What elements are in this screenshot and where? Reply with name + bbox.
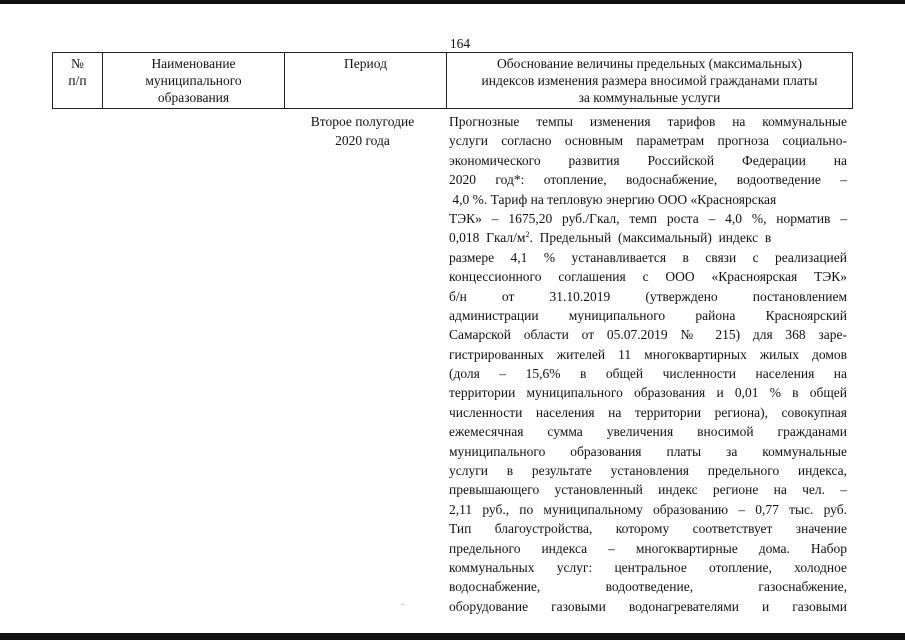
header-cell-basis bbox=[447, 53, 853, 109]
header-cell-period bbox=[285, 53, 447, 109]
text-line: (доля – 15,6% в общей численности населения на bbox=[449, 366, 847, 382]
text-line: экономического развития Российской Федерации на bbox=[449, 152, 847, 168]
text-line: предельного индекса – многоквартирные дома. Набор bbox=[449, 540, 847, 556]
text-line: размере 4,1 % устанавливается в связи с реализацией bbox=[449, 249, 847, 265]
header-period-line: Период bbox=[344, 56, 387, 71]
header-municipality-line: Наименование bbox=[151, 56, 236, 71]
table-header bbox=[52, 52, 853, 109]
header-basis-line: Обоснование величины предельных (максимальных) bbox=[497, 56, 802, 71]
header-cell-municipality bbox=[103, 53, 285, 109]
text-line: превышающего установленный индекс регионе на чел. – bbox=[449, 482, 847, 498]
header-basis-line: за коммунальные услуги bbox=[578, 90, 721, 105]
text-line-with-superscript bbox=[449, 228, 847, 247]
text-line: концессионного соглашения с ООО «Красноярская ТЭК» bbox=[449, 269, 847, 285]
text-line: услуги в результате установления предельного индекса, bbox=[449, 463, 847, 479]
scan-top-edge bbox=[0, 0, 905, 4]
text-line: гистрированных жителей 11 многоквартирных жилых домов bbox=[449, 346, 847, 362]
text-line: Самарской области от 05.07.2019 № 215) для 368 заре- bbox=[449, 327, 847, 343]
text-line: Прогнозные темпы изменения тарифов на коммунальные bbox=[449, 114, 847, 129]
text-fragment: . Предельный (максимальный) индекс в bbox=[529, 230, 772, 246]
period-line: 2020 года bbox=[335, 133, 390, 149]
period-line: Второе полугодие bbox=[310, 114, 415, 129]
header-basis-line: индексов изменения размера вносимой гражданами платы bbox=[481, 73, 818, 88]
scan-speck bbox=[402, 604, 404, 605]
text-line: 2020 год*: отопление, водоснабжение, водоотведение – bbox=[449, 172, 847, 188]
row-period bbox=[282, 112, 443, 151]
header-municipality-line: муниципального bbox=[145, 73, 242, 88]
text-line: услуги согласно основным параметрам прогноза социально- bbox=[449, 133, 847, 149]
header-number-line: № bbox=[71, 56, 84, 71]
text-line: администрации муниципального района Красноярский bbox=[449, 307, 847, 323]
scan-bottom-edge bbox=[0, 633, 905, 640]
text-line: территории муниципального образования и 0,01 % в общей bbox=[449, 385, 847, 401]
text-line: 2,11 руб., по муниципальному образованию – 0,77 тыс. руб. bbox=[449, 501, 847, 517]
text-line: б/н от 31.10.2019 (утверждено постановлением bbox=[449, 288, 847, 304]
text-line: муниципального образования платы за коммунальные bbox=[449, 443, 847, 459]
text-line: Тип благоустройства, которому соответствует значение bbox=[449, 521, 847, 537]
text-line: оборудование газовыми водонагревателями и газовыми bbox=[449, 598, 847, 614]
text-line: ТЭК» – 1675,20 руб./Гкал, темп роста – 4,0 %, норматив – bbox=[449, 210, 847, 226]
text-line: 4,0 %. Тариф на тепловую энергию ООО «Красноярская bbox=[449, 191, 777, 207]
superscript: 2 bbox=[525, 230, 530, 240]
text-line: ежемесячная сумма увеличения вносимой гражданами bbox=[449, 424, 847, 440]
row-justification-text bbox=[449, 112, 847, 616]
page-number: 164 bbox=[449, 36, 471, 51]
header-cell-number bbox=[53, 53, 103, 109]
header-number-line: п/п bbox=[68, 73, 87, 88]
text-line: коммунальных услуг: центральное отопление, холодное bbox=[449, 559, 847, 575]
text-line: водоснабжение, водоотведение, газоснабжение, bbox=[449, 579, 847, 595]
header-municipality-line: образования bbox=[157, 90, 230, 105]
text-fragment: 0,018 Гкал/м bbox=[449, 230, 526, 246]
text-line: численности населения на территории региона), совокупная bbox=[449, 404, 847, 420]
